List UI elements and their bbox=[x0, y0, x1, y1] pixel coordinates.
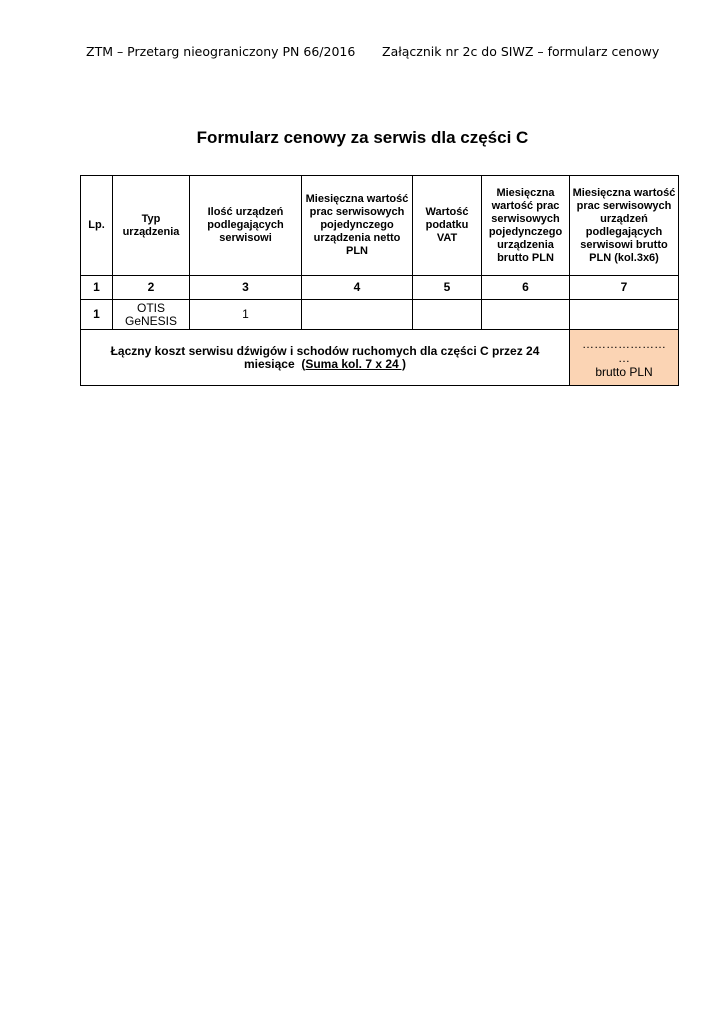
column-number: 1 bbox=[81, 276, 113, 300]
page-title: Formularz cenowy za serwis dla części C bbox=[196, 128, 529, 147]
cell-typ: OTIS GeNESIS bbox=[113, 300, 190, 330]
total-value-dots-continued: … bbox=[618, 350, 630, 365]
table-row bbox=[81, 300, 679, 330]
column-number: 4 bbox=[302, 276, 413, 300]
header-left: ZTM – Przetarg nieograniczony PN 66/2016 bbox=[86, 44, 356, 59]
header-right: Załącznik nr 2c do SIWZ – formularz cenowy bbox=[382, 44, 660, 59]
total-value-cell[interactable] bbox=[570, 330, 679, 386]
column-number: 3 bbox=[190, 276, 302, 300]
column-header-ilosc: Ilość urządzeń podlegających serwisowi bbox=[190, 176, 302, 276]
column-header-suma: Miesięczna wartość prac serwisowych urządzeń podlegających serwisowi brutto PLN (kol.3x6) bbox=[570, 176, 679, 276]
column-header-typ: Typ urządzenia bbox=[113, 176, 190, 276]
cell-lp: 1 bbox=[81, 300, 113, 330]
cell-vat[interactable] bbox=[413, 300, 482, 330]
total-label: Łączny koszt serwisu dźwigów i schodów ruchomych dla części C przez 24 miesiące bbox=[110, 343, 540, 371]
total-value-unit: brutto PLN bbox=[595, 364, 653, 379]
cell-ilosc: 1 bbox=[190, 300, 302, 330]
total-formula: (Suma kol. 7 x 24 ) bbox=[301, 356, 407, 371]
column-header-brutto: Miesięczna wartość prac serwisowych pojedynczego urządzenia brutto PLN bbox=[482, 176, 570, 276]
cell-netto[interactable] bbox=[302, 300, 413, 330]
total-row bbox=[81, 330, 679, 386]
price-table bbox=[80, 175, 679, 386]
column-header-vat: Wartość podatku VAT bbox=[413, 176, 482, 276]
column-number-row bbox=[81, 276, 679, 300]
column-number: 7 bbox=[570, 276, 679, 300]
column-header-netto: Miesięczna wartość prac serwisowych pojedynczego urządzenia netto PLN bbox=[302, 176, 413, 276]
column-number: 6 bbox=[482, 276, 570, 300]
column-header-lp: Lp. bbox=[81, 176, 113, 276]
table-header-row bbox=[81, 176, 679, 276]
cell-suma[interactable] bbox=[570, 300, 679, 330]
column-number: 5 bbox=[413, 276, 482, 300]
total-value-dots: ………………… bbox=[582, 336, 666, 351]
column-number: 2 bbox=[113, 276, 190, 300]
cell-brutto[interactable] bbox=[482, 300, 570, 330]
total-label-cell bbox=[81, 330, 570, 386]
